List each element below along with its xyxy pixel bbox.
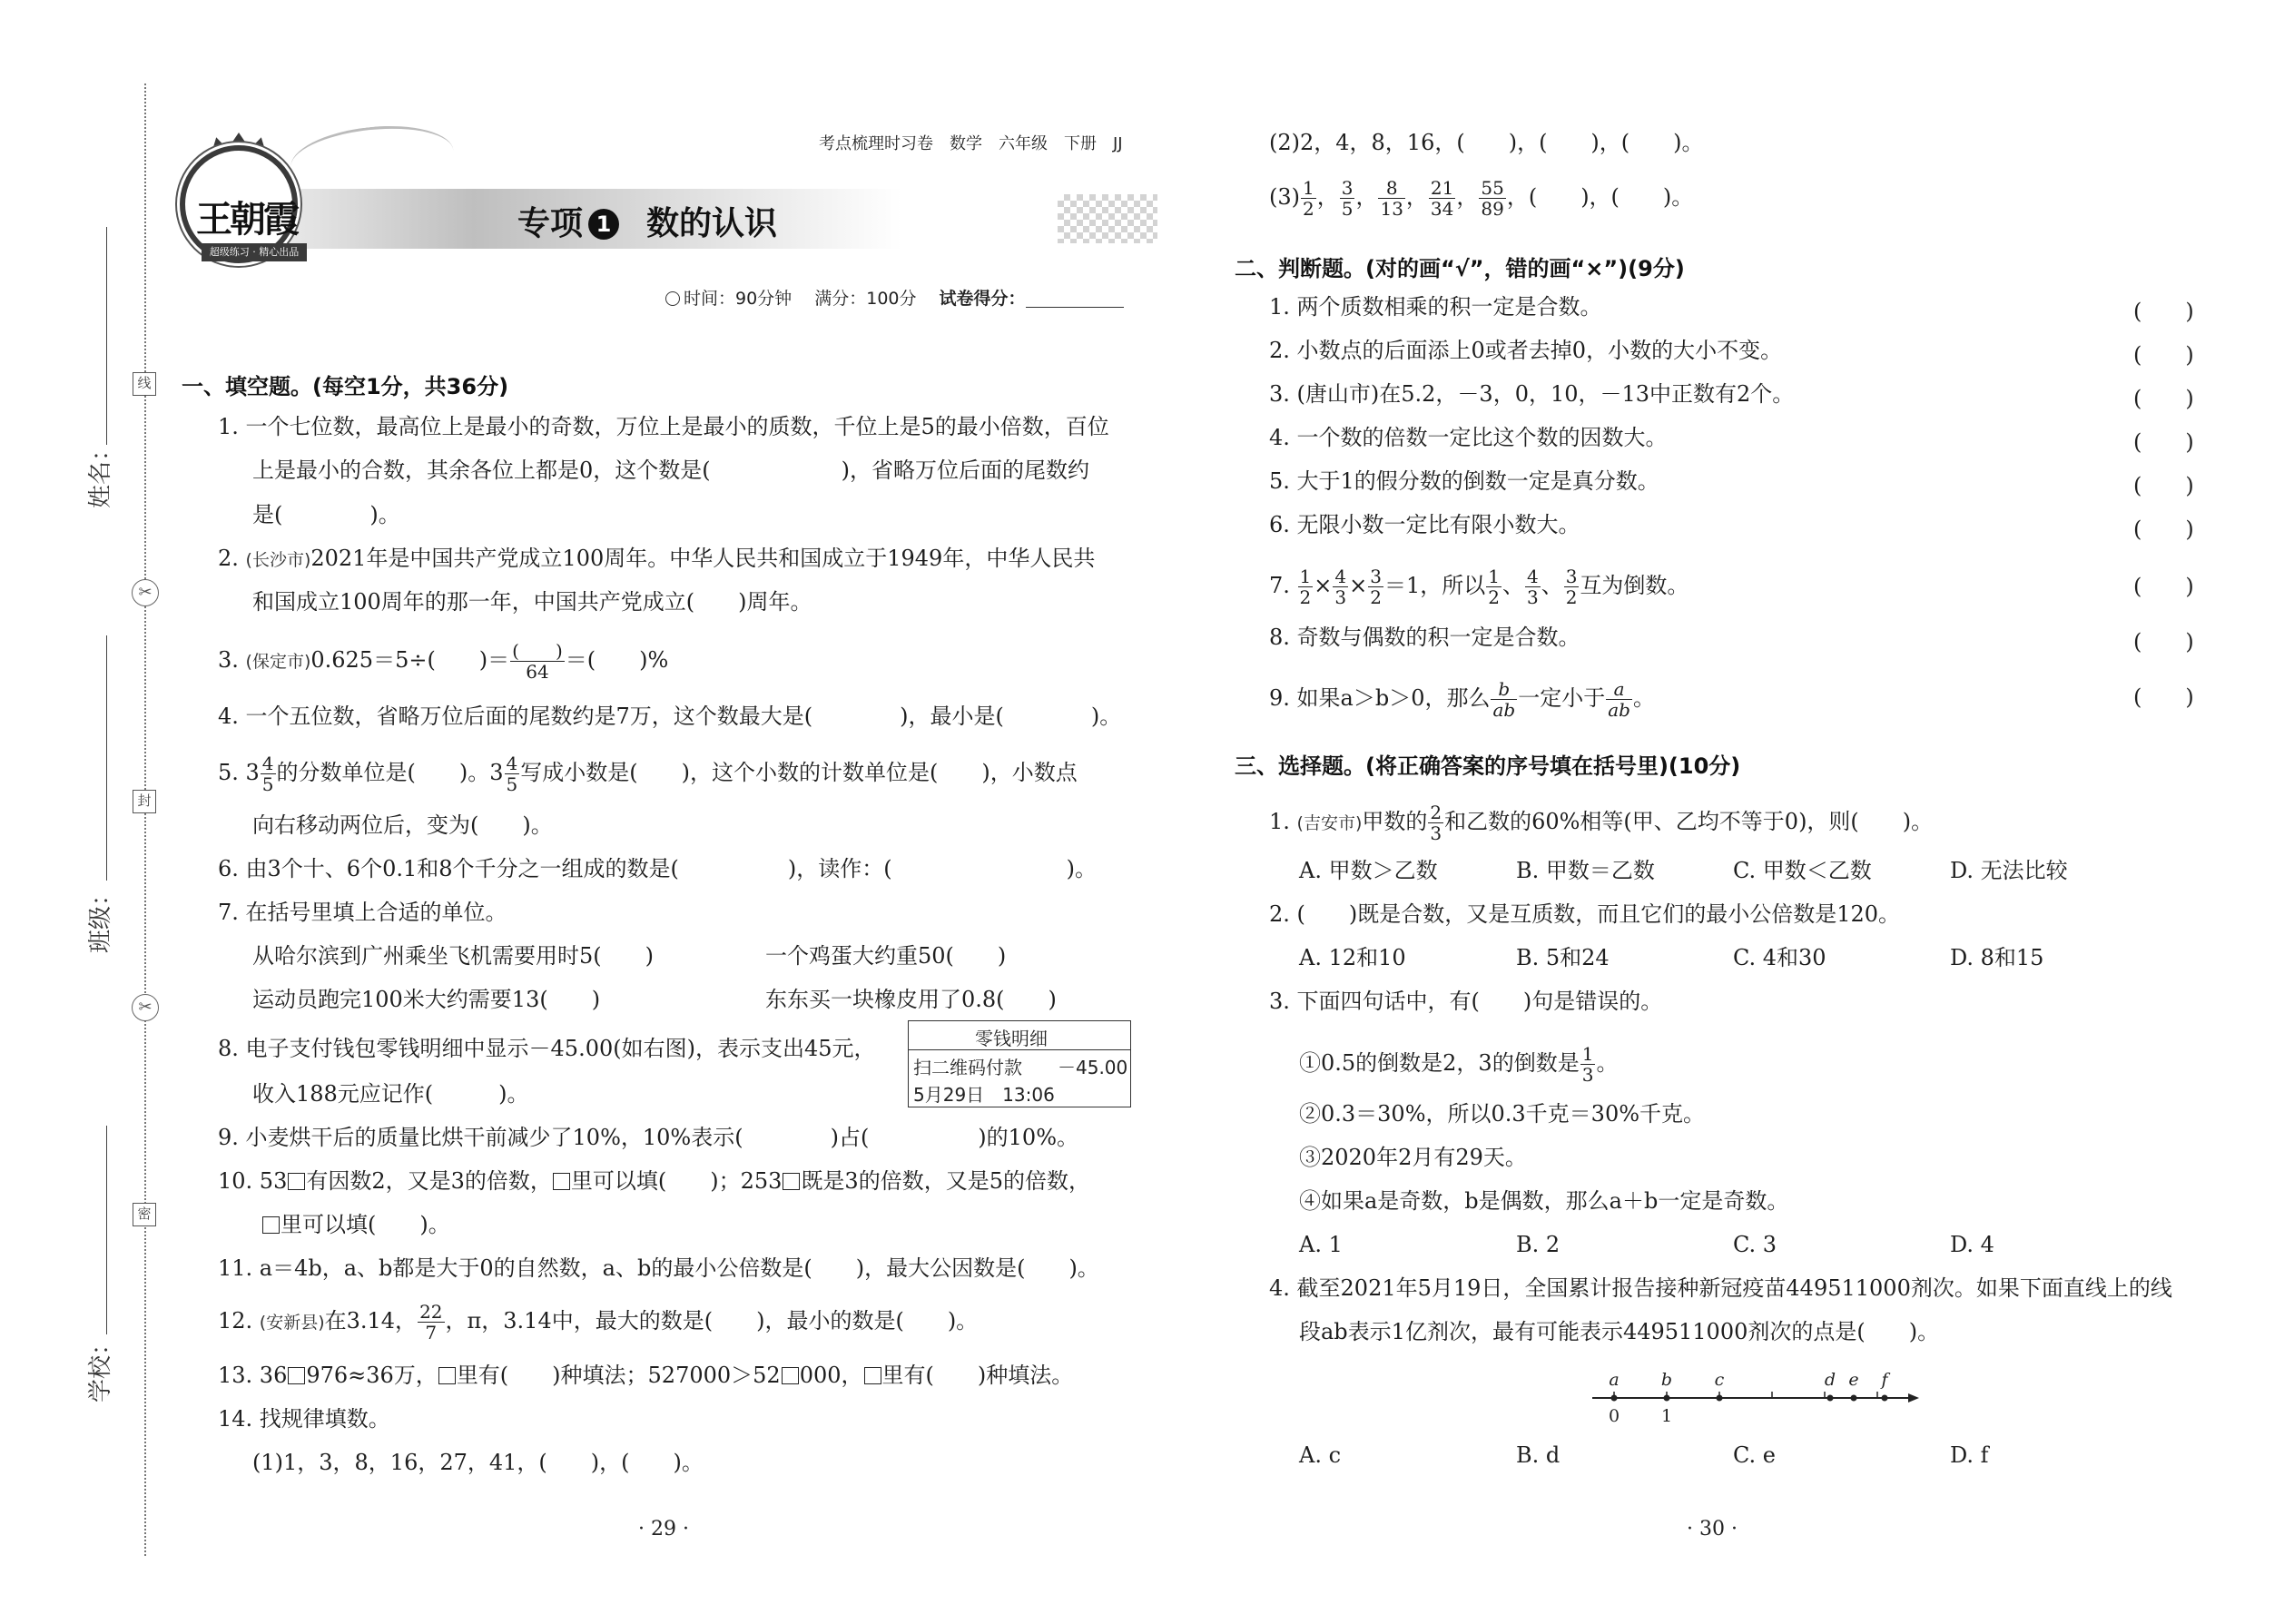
q2-line2: 和国成立100周年的那一年，中国共产党成立( )周年。: [252, 589, 812, 615]
point-f: [1882, 1395, 1888, 1402]
answer-paren-1[interactable]: ( ): [2133, 299, 2194, 324]
q7-a: 从哈尔滨到广州乘坐飞机需要用时5( ): [252, 943, 654, 969]
fraction: $\frac{22}{7}$: [419, 1301, 443, 1343]
choice-3-statement-2: ②0.3＝30%，所以0.3千克＝30%千克。: [1299, 1101, 1706, 1127]
choice-2-d[interactable]: D. 8和15: [1950, 945, 2044, 970]
fraction: $\frac{55}{89}$: [1481, 177, 1504, 220]
fraction: $\frac{4}{5}$: [506, 753, 518, 795]
q5-line2: 向右移动两位后，变为( )。: [252, 812, 553, 838]
score-field[interactable]: [1026, 291, 1124, 308]
judge-9: 9. 如果a＞b＞0，那么 $\frac{b}{ab}$ 一定小于 $\frac{a}{ab}$ 。: [1269, 678, 1655, 721]
choice-3-c[interactable]: C. 3: [1733, 1232, 1777, 1257]
choice-4-line1: 4. 截至2021年5月19日，全国累计报告接种新冠疫苗449511000剂次。如果下面直线上的线: [1269, 1275, 2172, 1301]
choice-1-d[interactable]: D. 无法比较: [1950, 858, 2068, 883]
blank-square: [864, 1367, 881, 1384]
receipt-title: 零钱明细: [975, 1028, 1048, 1049]
school-label: 学校：: [87, 1331, 114, 1403]
cut-mark-xian: 线: [133, 372, 156, 396]
judge-5: 5. 大于1的假分数的倒数一定是真分数。: [1269, 468, 1659, 494]
q9: 9. 小麦烘干后的质量比烘干前减少了10%，10%表示( )占( )的10%。: [218, 1125, 1079, 1150]
fraction: ( ) 64: [512, 640, 563, 683]
answer-paren-6[interactable]: ( ): [2133, 517, 2194, 542]
judge-2: 2. 小数点的后面添上0或者去掉0，小数的大小不变。: [1269, 338, 1783, 363]
label-a: a: [1609, 1370, 1620, 1390]
name-underline: [106, 227, 107, 445]
logo-text: 王朝霞: [196, 198, 297, 241]
logo-ribbon: 超级练习 · 精心出品: [202, 243, 307, 261]
answer-paren-7[interactable]: ( ): [2133, 574, 2194, 599]
banner-checker-decoration: [1058, 194, 1157, 243]
q7-b: 一个鸡蛋大约重50( ): [765, 943, 1007, 969]
fraction: $\frac{4}{5}$: [261, 753, 274, 795]
section-true-false: 二、判断题。(对的画“√”，错的画“×”)(9分): [1235, 256, 1685, 281]
choice-2: 2. ( )既是合数，又是互质数，而且它们的最小公倍数是120。: [1269, 901, 1901, 927]
choice-1: 1. (吉安市)甲数的 $\frac{2}{3}$ 和乙数的60%相等(甲、乙均不等于0)，则( )。: [1269, 802, 1934, 844]
fraction: $\frac{21}{34}$: [1430, 177, 1454, 220]
q8-line1: 8. 电子支付钱包零钱明细中显示－45.00(如右图)，表示支出45元，: [218, 1036, 876, 1061]
fraction: $\frac{1}{2}$: [1299, 566, 1312, 608]
blank-square: [262, 1216, 280, 1234]
choice-4-a[interactable]: A. c: [1299, 1442, 1342, 1468]
judge-1: 1. 两个质数相乘的积一定是合数。: [1269, 294, 1602, 320]
page-number-left: · 29 ·: [638, 1518, 689, 1540]
cut-mark-feng: 封: [133, 790, 156, 813]
blank-square: [553, 1173, 570, 1190]
blank-square: [288, 1173, 305, 1190]
answer-paren-4[interactable]: ( ): [2133, 429, 2194, 455]
blank-square: [288, 1367, 305, 1384]
fraction: $\frac{1}{2}$: [1303, 177, 1314, 220]
receipt-amount: －45.00: [1058, 1057, 1128, 1078]
label-c: c: [1714, 1370, 1725, 1390]
page-title: 专项 1 数的认识: [517, 205, 778, 242]
q1-line1: 1. 一个七位数，最高位上是最小的奇数，万位上是最小的质数，千位上是5的最小倍数，百位: [218, 414, 1109, 439]
cut-mark-mi: 密: [133, 1203, 156, 1226]
q14-3: (3) $\frac{1}{2}$ ， $\frac{3}{5}$ ， $\frac{8}{13}$ ， $\frac{21}{34}$ ， $\frac{55}{89}$ ，( )，( )。: [1269, 177, 1694, 220]
q11: 11. a＝4b，a、b都是大于0的自然数，a、b的最小公倍数是( )，最大公因数是( )。: [218, 1255, 1099, 1281]
q4: 4. 一个五位数，省略万位后面的尾数约是7万，这个数最大是( )，最小是( )。: [218, 704, 1122, 729]
q10-line1: 10. 53 有因数2，又是3的倍数， 里可以填( )；253 既是3的倍数，又是5的倍数，: [218, 1168, 1090, 1194]
q7-d: 东东买一块橡皮用了0.8( ): [765, 987, 1057, 1012]
ribbon-swoosh-decoration: [288, 119, 457, 199]
choice-3: 3. 下面四句话中，有( )句是错误的。: [1269, 989, 1663, 1014]
fraction: $\frac{4}{3}$: [1334, 566, 1347, 608]
q14-1: (1)1，3，8，16，27，41，( )，( )。: [252, 1450, 704, 1475]
choice-1-a[interactable]: A. 甲数＞乙数: [1299, 858, 1438, 883]
choice-3-statement-3: ③2020年2月有29天。: [1299, 1145, 1527, 1170]
point-d: [1827, 1395, 1834, 1402]
school-underline: [106, 1126, 107, 1334]
class-label: 班级：: [87, 881, 114, 953]
fraction: $\frac{b}{ab}$: [1492, 678, 1516, 721]
answer-paren-8[interactable]: ( ): [2133, 629, 2194, 655]
label-f: f: [1881, 1370, 1888, 1390]
point-b: [1664, 1395, 1670, 1402]
page-number-right: · 30 ·: [1687, 1518, 1738, 1540]
fraction: $\frac{1}{3}$: [1581, 1043, 1594, 1086]
q12: 12. (安新县)在3.14， $\frac{22}{7}$ ，π，3.14中，最大的数是( )，最小的数是( )。: [218, 1301, 979, 1343]
series-info: 考点梳理时习卷 数学 六年级 下册 JJ: [819, 134, 1123, 153]
fraction: $\frac{3}{2}$: [1370, 566, 1382, 608]
point-e: [1851, 1395, 1857, 1402]
point-a: [1611, 1395, 1618, 1402]
section-multiple-choice: 三、选择题。(将正确答案的序号填在括号里)(10分): [1235, 753, 1741, 779]
choice-4-b[interactable]: B. d: [1516, 1442, 1561, 1468]
answer-paren-5[interactable]: ( ): [2133, 473, 2194, 498]
fraction: $\frac{8}{13}$: [1380, 177, 1403, 220]
class-underline: [106, 635, 107, 881]
answer-paren-9[interactable]: ( ): [2133, 684, 2194, 710]
blank-square: [782, 1367, 799, 1384]
label-b: b: [1660, 1370, 1673, 1390]
fraction: $\frac{a}{ab}$: [1608, 678, 1630, 721]
name-label: 姓名：: [87, 437, 114, 508]
answer-paren-3[interactable]: ( ): [2133, 386, 2194, 411]
tick-1: 1: [1660, 1406, 1673, 1426]
q7: 7. 在括号里填上合适的单位。: [218, 900, 507, 925]
fraction: $\frac{4}{3}$: [1526, 566, 1539, 608]
fraction: $\frac{2}{3}$: [1430, 802, 1442, 844]
clock-icon: [665, 291, 680, 306]
receipt-divider: [908, 1049, 1131, 1050]
q14-2: (2)2，4，8，16，( )，( )，( )。: [1269, 130, 1704, 155]
q1-line3: 是( )。: [252, 502, 400, 527]
fraction: $\frac{1}{2}$: [1488, 566, 1500, 608]
choice-2-b[interactable]: B. 5和24: [1516, 945, 1610, 970]
fraction: $\frac{3}{5}$: [1341, 177, 1354, 220]
q14: 14. 找规律填数。: [218, 1406, 390, 1432]
title-number-badge: 1: [588, 209, 619, 240]
exam-meta: 时间：90分钟 满分：100分 试卷得分：: [665, 285, 1124, 310]
choice-3-statement-1: ①0.5的倒数是2，3的倒数是 $\frac{1}{3}$ 。: [1299, 1043, 1619, 1086]
choice-1-c[interactable]: C. 甲数＜乙数: [1733, 858, 1872, 883]
fraction: $\frac{3}{2}$: [1565, 566, 1578, 608]
scissors-icon: ✂: [132, 579, 159, 606]
q5-line1: 5. 3 $\frac{4}{5}$ 的分数单位是( )。3 $\frac{4}{5}$ 写成小数是( )，这个小数的计数单位是( )，小数点: [218, 753, 1078, 795]
section-fill-blanks: 一、填空题。(每空1分，共36分): [182, 374, 509, 399]
q2-line1: 2. (长沙市)2021年是中国共产党成立100周年。中华人民共和国成立于1949年，中华人民共: [218, 546, 1096, 571]
q6: 6. 由3个十、6个0.1和8个千分之一组成的数是( )，读作：( )。: [218, 856, 1097, 881]
receipt-item: 扫二维码付款: [913, 1057, 1022, 1078]
choice-2-c[interactable]: C. 4和30: [1733, 945, 1826, 970]
label-e: e: [1848, 1370, 1859, 1390]
q1-line2: 上是最小的合数，其余各位上都是0，这个数是( )，省略万位后面的尾数约: [252, 458, 1089, 483]
choice-3-statement-4: ④如果a是奇数，b是偶数，那么a＋b一定是奇数。: [1299, 1188, 1789, 1214]
judge-8: 8. 奇数与偶数的积一定是合数。: [1269, 625, 1580, 650]
point-c: [1717, 1395, 1723, 1402]
choice-4-line2: 段ab表示1亿剂次，最有可能表示449511000剂次的点是( )。: [1299, 1319, 1940, 1344]
q13: 13. 36 976≈36万， 里有( )种填法；527000＞52 000， 里有( )种填法。: [218, 1363, 1074, 1388]
choice-3-b[interactable]: B. 2: [1516, 1232, 1561, 1257]
label-d: d: [1824, 1370, 1836, 1390]
receipt-time: 5月29日 13:06: [913, 1084, 1055, 1106]
q3: 3. (保定市)0.625＝5÷( )＝ ( ) 64 ＝( )%: [218, 640, 669, 683]
binding-dotted-line: [144, 84, 146, 1556]
choice-3-a[interactable]: A. 1: [1299, 1232, 1343, 1257]
blank-square: [783, 1173, 800, 1190]
tick-0: 0: [1608, 1406, 1620, 1426]
choice-3-d[interactable]: D. 4: [1950, 1232, 1994, 1257]
choice-1-b[interactable]: B. 甲数＝乙数: [1516, 858, 1655, 883]
judge-7: 7. $\frac{1}{2}$ × $\frac{4}{3}$ × $\frac{3}{2}$ ＝1，所以 $\frac{1}{2}$ 、 $\frac{4}{3}$ 、 $\frac{3}{2}$ 互为倒数。: [1269, 566, 1689, 608]
judge-6: 6. 无限小数一定比有限小数大。: [1269, 512, 1580, 537]
scissors-icon: ✂: [132, 994, 159, 1021]
choice-2-a[interactable]: A. 12和10: [1299, 945, 1406, 970]
number-line: [1589, 1362, 1925, 1434]
choice-4-c[interactable]: C. e: [1733, 1442, 1776, 1468]
choice-4-d[interactable]: D. f: [1950, 1442, 1989, 1468]
q7-c: 运动员跑完100米大约需要13( ): [252, 987, 601, 1012]
q10-line2: 里可以填( )。: [261, 1211, 450, 1238]
judge-3: 3. (唐山市)在5.2，－3，0，10，－13中正数有2个。: [1269, 381, 1795, 407]
q8-line2: 收入188元应记作( )。: [252, 1081, 529, 1107]
blank-square: [438, 1367, 456, 1384]
judge-4: 4. 一个数的倍数一定比这个数的因数大。: [1269, 425, 1668, 450]
answer-paren-2[interactable]: ( ): [2133, 342, 2194, 368]
